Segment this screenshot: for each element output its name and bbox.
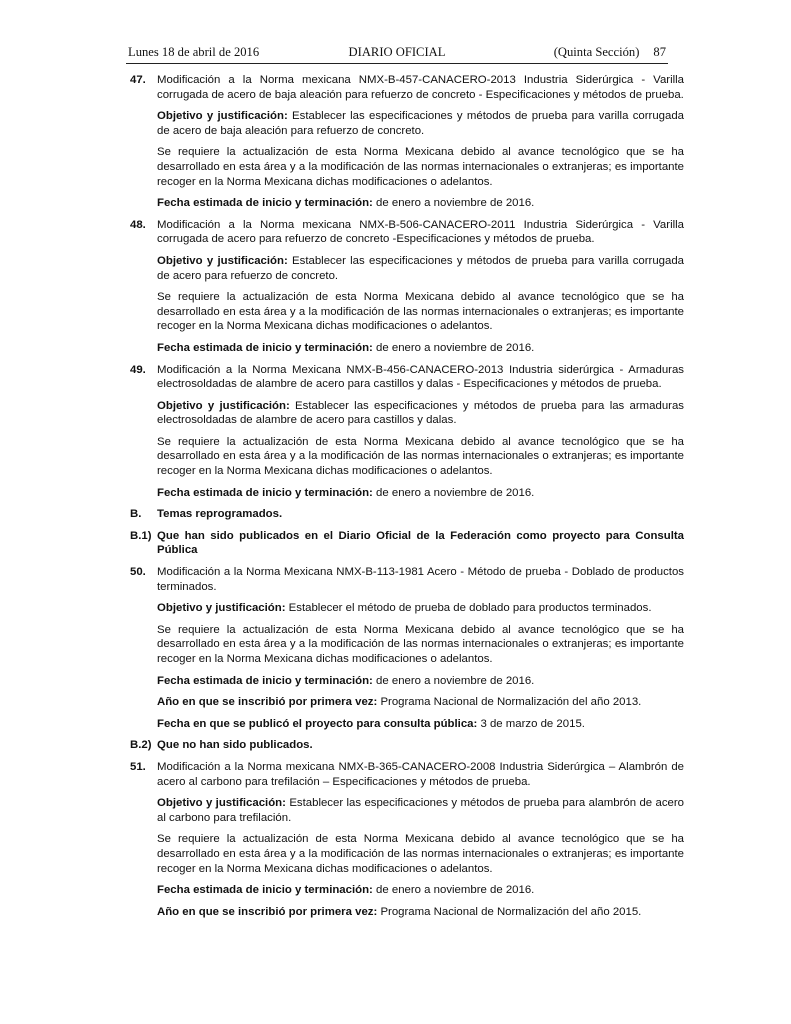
objetivo-label: Objetivo y justificación: <box>157 254 288 267</box>
objetivo-paragraph <box>157 399 684 428</box>
section-heading-b1 <box>130 529 684 558</box>
section-title: Que no han sido publicados. <box>157 739 313 752</box>
section-heading-b <box>130 507 684 522</box>
header-section: (Quinta Sección) <box>553 45 640 59</box>
fecha-text: de enero a noviembre de 2016. <box>376 341 535 354</box>
objetivo-text: Establecer el método de prueba de doblado para productos terminados. <box>288 602 652 615</box>
anio-paragraph <box>157 695 684 710</box>
objetivo-paragraph <box>157 254 684 283</box>
anio-label: Año en que se inscribió por primera vez: <box>157 905 378 918</box>
section-title: Temas reprogramados. <box>157 508 283 521</box>
item-number: 48. <box>130 218 146 231</box>
item-number: 47. <box>130 74 146 86</box>
anio-text: Programa Nacional de Normalización del año 2015. <box>380 905 642 918</box>
item-number: 50. <box>130 566 146 579</box>
item-title: Modificación a la Norma Mexicana NMX-B-456-CANACERO-2013 Industria siderúrgica - Armaduras electrosoldadas de alambre de acero para castillos y dalas - Especificaciones y métodos de prueba. <box>157 363 684 391</box>
fecha-label: Fecha estimada de inicio y terminación: <box>157 197 373 210</box>
consulta-paragraph <box>157 717 684 732</box>
item-title: Modificación a la Norma Mexicana NMX-B-113-1981 Acero - Método de prueba - Doblado de productos terminados. <box>157 566 684 593</box>
list-item-47 <box>130 73 684 211</box>
header-section-page <box>554 45 666 60</box>
fecha-label: Fecha estimada de inicio y terminación: <box>157 486 373 499</box>
anio-label: Año en que se inscribió por primera vez: <box>157 696 378 709</box>
fecha-paragraph <box>157 486 684 501</box>
justificacion-paragraph: Se requiere la actualización de esta Norma Mexicana debido al avance tecnológico que se ha desarrollado en esta área y a la modificación de las normas internacionales o extranjeras; es importante recoger en la Norma Mexicana dichas modificaciones o adelantos. <box>157 291 684 333</box>
objetivo-paragraph <box>157 109 684 138</box>
anio-text: Programa Nacional de Normalización del año 2013. <box>380 696 642 709</box>
fecha-text: de enero a noviembre de 2016. <box>376 884 535 897</box>
objetivo-label: Objetivo y justificación: <box>157 110 288 123</box>
list-item-48 <box>130 218 684 356</box>
objetivo-paragraph <box>157 601 684 616</box>
section-number: B. <box>130 508 142 521</box>
objetivo-text: Establecer las especificaciones y métodos de prueba para varilla corrugada de acero para refuerzo de concreto. <box>157 254 684 282</box>
fecha-text: de enero a noviembre de 2016. <box>376 197 535 210</box>
objetivo-paragraph <box>157 796 684 825</box>
fecha-paragraph <box>157 341 684 356</box>
justificacion-paragraph: Se requiere la actualización de esta Norma Mexicana debido al avance tecnológico que se ha desarrollado en esta área y a la modificación de las normas internacionales o extranjeras; es importante recoger en la Norma Mexicana dichas modificaciones o adelantos. <box>157 146 684 188</box>
item-title: Modificación a la Norma mexicana NMX-B-365-CANACERO-2008 Industria Siderúrgica – Alambrón de acero al carbono para trefilación – Especificaciones y métodos de prueba. <box>157 760 684 788</box>
item-title: Modificación a la Norma mexicana NMX-B-506-CANACERO-2011 Industria Siderúrgica - Varilla corrugada de acero para refuerzo de concreto -Especificaciones y métodos de prueba. <box>157 218 684 246</box>
list-item-50 <box>130 565 684 731</box>
section-title: Que han sido publicados en el Diario Oficial de la Federación como proyecto para Consulta Pública <box>157 529 684 557</box>
section-number: B.2) <box>130 739 152 752</box>
item-number: 49. <box>130 363 146 376</box>
objetivo-text: Establecer las especificaciones y métodos de prueba para las armaduras electrosoldadas de alambre de acero para castillos y dalas. <box>157 399 684 427</box>
objetivo-label: Objetivo y justificación: <box>157 797 286 810</box>
justificacion-paragraph: Se requiere la actualización de esta Norma Mexicana debido al avance tecnológico que se ha desarrollado en esta área y a la modificación de las normas internacionales o extranjeras; es importante recoger en la Norma Mexicana dichas modificaciones o adelantos. <box>157 833 684 875</box>
fecha-label: Fecha estimada de inicio y terminación: <box>157 341 373 354</box>
consulta-label: Fecha en que se publicó el proyecto para consulta pública: <box>157 717 478 730</box>
fecha-paragraph <box>157 674 684 689</box>
objetivo-text: Establecer las especificaciones y métodos de prueba para alambrón de acero al carbono para trefilación. <box>157 797 685 824</box>
header-date: Lunes 18 de abril de 2016 <box>128 45 260 59</box>
fecha-paragraph <box>157 883 684 898</box>
fecha-paragraph <box>157 196 684 211</box>
fecha-text: de enero a noviembre de 2016. <box>376 486 535 499</box>
list-item-49 <box>130 363 684 501</box>
objetivo-label: Objetivo y justificación: <box>157 399 290 412</box>
page-header <box>126 43 668 64</box>
header-title: DIARIO OFICIAL <box>348 45 446 59</box>
fecha-label: Fecha estimada de inicio y terminación: <box>157 884 373 897</box>
objetivo-text: Establecer las especificaciones y métodos de prueba para varilla corrugada de acero de baja aleación para refuerzo de concreto. <box>157 110 684 137</box>
fecha-label: Fecha estimada de inicio y terminación: <box>157 674 373 687</box>
section-heading-b2 <box>130 738 684 753</box>
justificacion-paragraph: Se requiere la actualización de esta Norma Mexicana debido al avance tecnológico que se ha desarrollado en esta área y a la modificación de las normas internacionales o extranjeras; es importante recoger en la Norma Mexicana dichas modificaciones o adelantos. <box>157 623 684 665</box>
anio-paragraph <box>157 905 684 920</box>
section-number: B.1) <box>130 529 152 542</box>
header-page-number: 87 <box>653 45 666 59</box>
objetivo-label: Objetivo y justificación: <box>157 602 286 615</box>
document-body <box>130 73 684 919</box>
item-title: Modificación a la Norma mexicana NMX-B-457-CANACERO-2013 Industria Siderúrgica - Varilla corrugada de acero de baja aleación para refuerzo de concreto - Especificaciones y métodos de prueba. <box>157 74 684 101</box>
item-number: 51. <box>130 760 146 773</box>
list-item-51 <box>130 760 684 919</box>
consulta-text: 3 de marzo de 2015. <box>480 717 585 730</box>
justificacion-paragraph: Se requiere la actualización de esta Norma Mexicana debido al avance tecnológico que se ha desarrollado en esta área y a la modificación de las normas internacionales o extranjeras; es importante recoger en la Norma Mexicana dichas modificaciones o adelantos. <box>157 435 684 478</box>
fecha-text: de enero a noviembre de 2016. <box>376 674 535 687</box>
